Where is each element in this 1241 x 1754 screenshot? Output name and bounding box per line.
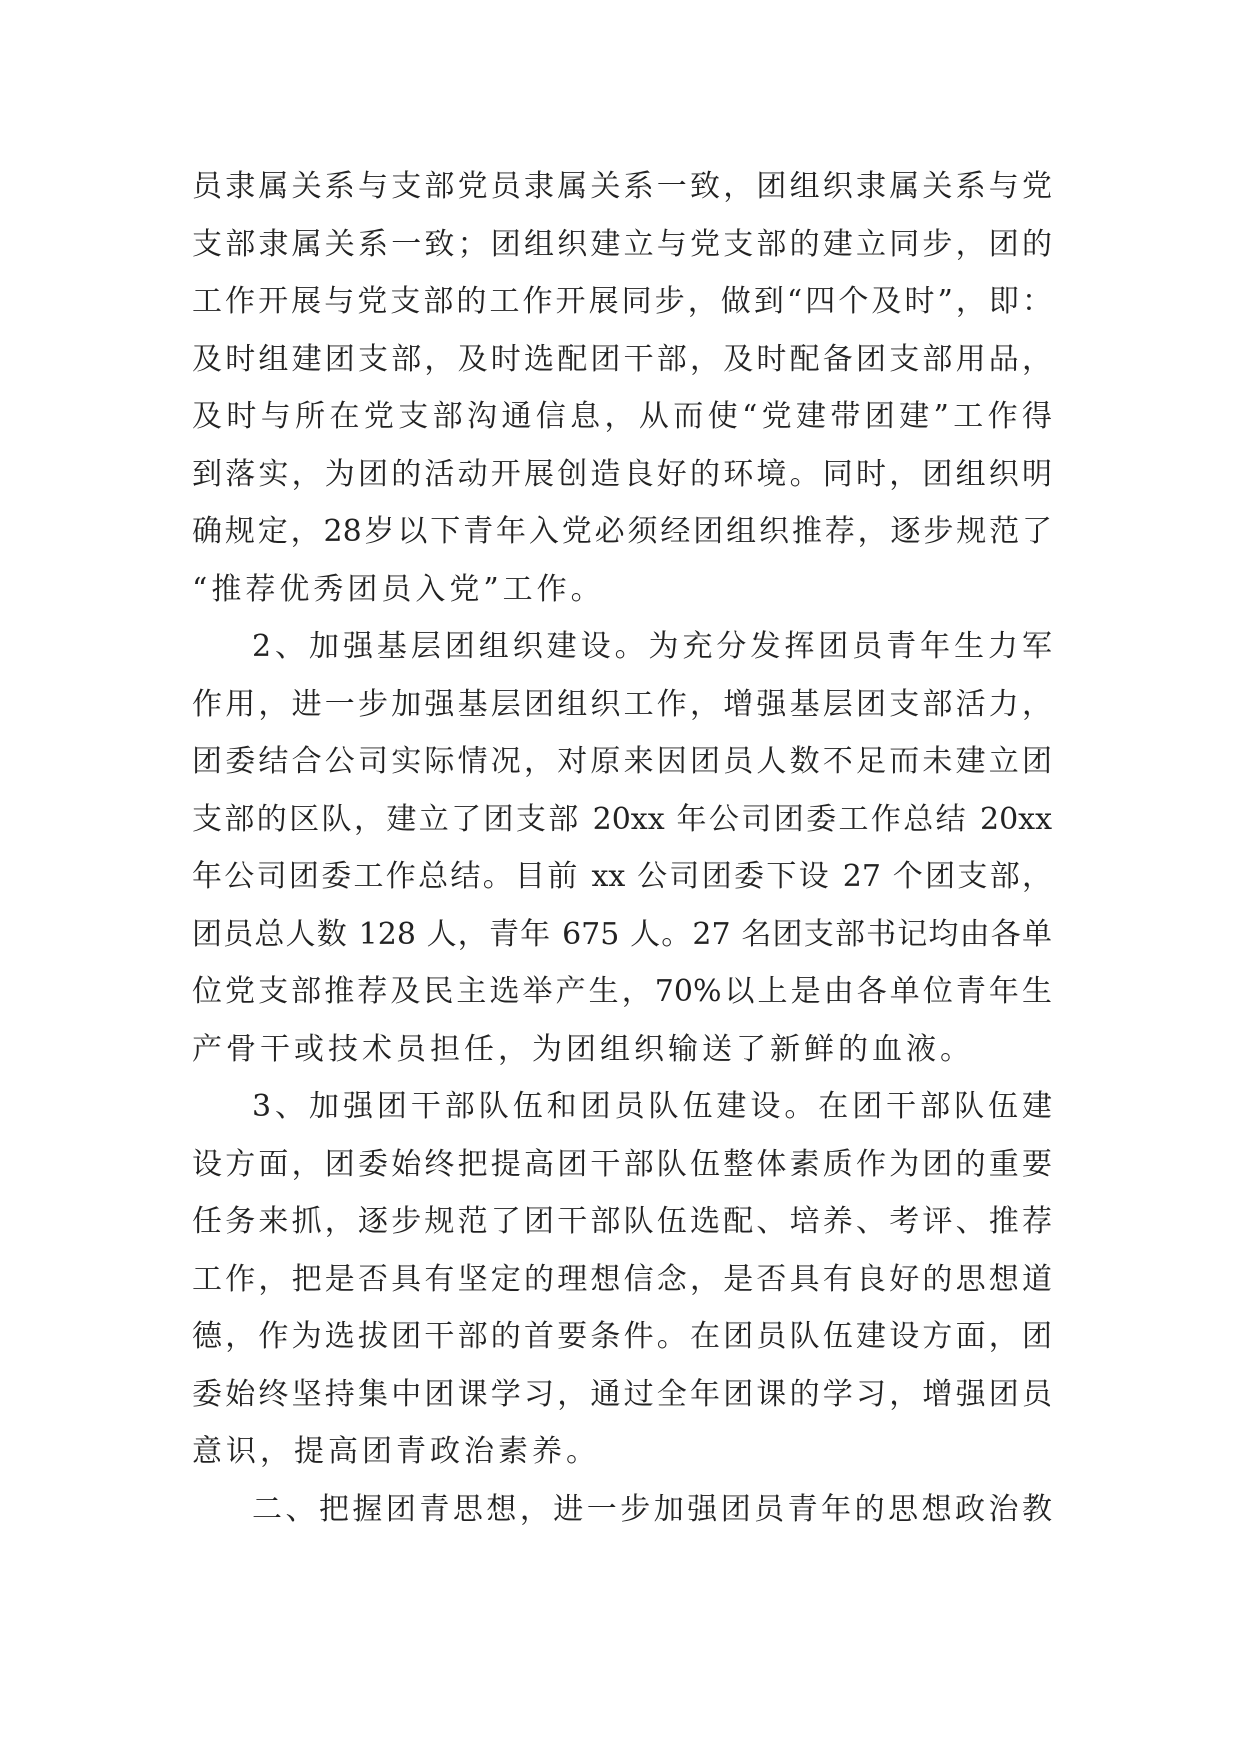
text-line: 德，作为选拔团干部的首要条件。在团员队伍建设方面，团 [192, 1319, 1052, 1354]
text-line: 及时组建团支部，及时选配团干部，及时配备团支部用品， [192, 341, 1052, 377]
text-line: 年公司团委工作总结。目前 xx 公司团委下设 27 个团支部， [192, 859, 1052, 894]
section-heading-line: 二、把握团青思想，进一步加强团员青年的思想政治教 [252, 1491, 1052, 1527]
text-line: 委始终坚持集中团课学习，通过全年团课的学习，增强团员 [192, 1376, 1052, 1412]
text-line: 团员总人数 128 人，青年 675 人。27 名团支部书记均由各单 [192, 916, 1052, 952]
paragraph-start-line: 2、加强基层团组织建设。为充分发挥团员青年生力军 [252, 629, 1052, 664]
text-line: 及时与所在党支部沟通信息，从而使“党建带团建”工作得 [192, 399, 1052, 434]
text-line: 员隶属关系与支部党员隶属关系一致，团组织隶属关系与党 [192, 169, 1052, 204]
text-line: 团委结合公司实际情况，对原来因团员人数不足而未建立团 [192, 744, 1052, 779]
text-line: 确规定，28岁以下青年入党必须经团组织推荐，逐步规范了 [192, 514, 1052, 549]
text-line: 设方面，团委始终把提高团干部队伍整体素质作为团的重要 [192, 1146, 1052, 1182]
text-line: 支部隶属关系一致；团组织建立与党支部的建立同步，团的 [192, 226, 1052, 262]
text-line: 到落实，为团的活动开展创造良好的环境。同时，团组织明 [192, 456, 1052, 492]
text-line: 位党支部推荐及民主选举产生，70%以上是由各单位青年生 [192, 974, 1052, 1009]
text-line: 工作开展与党支部的工作开展同步，做到“四个及时”，即： [192, 284, 1052, 319]
text-line: 作用，进一步加强基层团组织工作，增强基层团支部活力， [192, 686, 1052, 722]
paragraph-start-line: 3、加强团干部队伍和团员队伍建设。在团干部队伍建 [252, 1089, 1052, 1124]
text-line: 支部的区队，建立了团支部 20xx 年公司团委工作总结 20xx [192, 801, 1052, 837]
text-line: 任务来抓，逐步规范了团干部队伍选配、培养、考评、推荐 [192, 1204, 1052, 1239]
paragraph-end-line: “推荐优秀团员入党”工作。 [192, 571, 605, 607]
body-text [192, 158, 1052, 1538]
text-line: 工作，把是否具有坚定的理想信念，是否具有良好的思想道 [192, 1261, 1052, 1297]
paragraph-end-line: 产骨干或技术员担任，为团组织输送了新鲜的血液。 [192, 1031, 974, 1067]
paragraph-end-line: 意识，提高团青政治素养。 [192, 1434, 600, 1469]
